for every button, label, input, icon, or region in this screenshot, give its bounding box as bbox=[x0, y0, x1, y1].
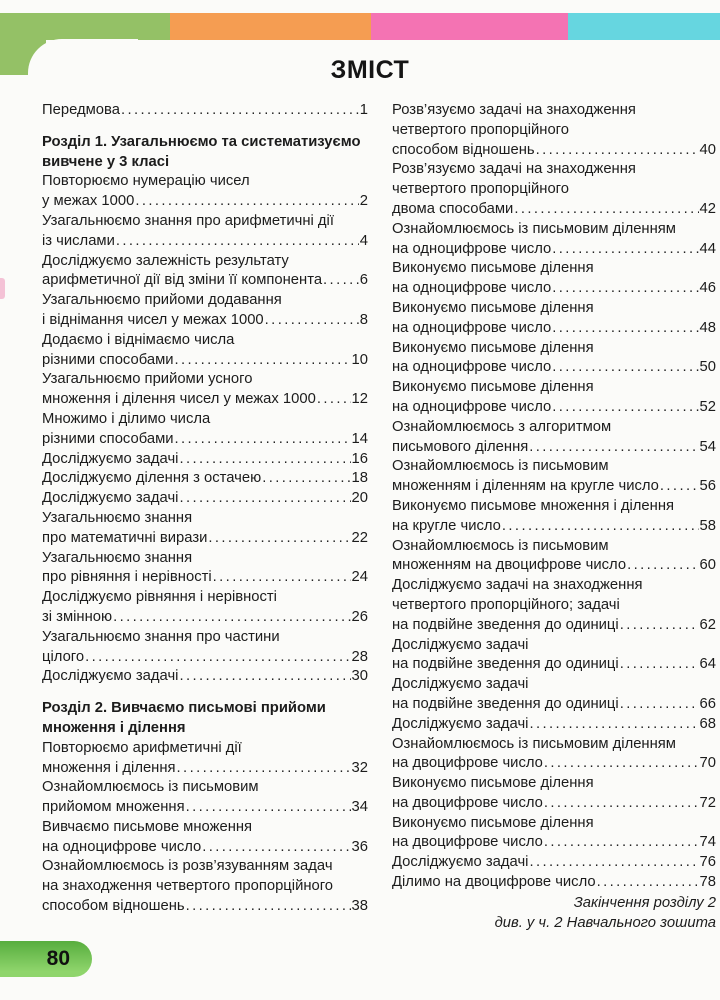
dot-leader bbox=[529, 715, 698, 735]
toc-entry-last-line bbox=[42, 450, 368, 470]
toc-entry-text: про математичні вирази bbox=[42, 529, 208, 546]
toc-entry-last-line bbox=[42, 838, 368, 858]
toc-note-line: див. у ч. 2 Навчального зошита bbox=[494, 914, 716, 931]
toc-entry-last-line bbox=[42, 608, 368, 628]
dot-leader bbox=[179, 450, 350, 470]
toc-entry-last-line bbox=[392, 556, 716, 576]
toc-page-number: 64 bbox=[699, 656, 716, 673]
dot-leader bbox=[552, 319, 698, 339]
dot-leader bbox=[660, 477, 699, 497]
dot-leader bbox=[620, 655, 699, 675]
dot-leader bbox=[544, 794, 699, 814]
toc-entry-text: на подвійне зведення до одиниці bbox=[392, 616, 619, 633]
toc-entry-last-line bbox=[392, 398, 716, 418]
toc-entry-line: Досліджуємо задачі bbox=[392, 636, 529, 653]
toc-entry-line: Узагальнюємо знання про арифметичні дії bbox=[42, 212, 334, 229]
toc-page-number: 46 bbox=[699, 280, 716, 297]
toc-entry bbox=[392, 735, 716, 775]
dot-leader bbox=[179, 667, 350, 687]
toc-entry bbox=[42, 291, 368, 331]
toc-entry bbox=[392, 715, 716, 735]
page-number-badge bbox=[0, 941, 92, 977]
toc-entry-text: на одноцифрове число bbox=[392, 280, 552, 297]
toc-column-left bbox=[42, 101, 368, 917]
dot-leader bbox=[552, 358, 698, 378]
toc-entry bbox=[392, 853, 716, 873]
toc-entry-text: Досліджуємо ділення з остачею bbox=[42, 470, 262, 487]
toc-entry bbox=[392, 160, 716, 219]
toc-entry bbox=[392, 774, 716, 814]
toc-page-number: 52 bbox=[699, 398, 716, 415]
toc-entry-last-line bbox=[392, 279, 716, 299]
toc-page-number: 48 bbox=[699, 319, 716, 336]
toc-entry-text: у межах 1000 bbox=[42, 193, 135, 210]
toc-note-line: Закінчення розділу 2 bbox=[573, 894, 716, 911]
toc-entry-last-line bbox=[42, 648, 368, 668]
toc-heading-line: множення і ділення bbox=[42, 719, 186, 736]
toc-heading-line: вивчене у 3 класі bbox=[42, 153, 170, 170]
toc-entry-last-line bbox=[42, 232, 368, 252]
toc-page-number: 6 bbox=[359, 272, 368, 289]
toc-entry-text: Досліджуємо задачі bbox=[392, 715, 529, 732]
dot-leader bbox=[627, 556, 698, 576]
toc-entry bbox=[392, 636, 716, 676]
dot-leader bbox=[175, 430, 351, 450]
toc-page-number: 54 bbox=[699, 438, 716, 455]
toc-entry-line: Розв’язуємо задачі на знаходження bbox=[392, 161, 636, 178]
toc-entry-last-line bbox=[392, 794, 716, 814]
toc-entry-last-line bbox=[42, 390, 368, 410]
dot-leader bbox=[179, 489, 350, 509]
decor-band-pink bbox=[371, 13, 568, 40]
toc-entry-line: четвертого пропорційного bbox=[392, 181, 569, 198]
dot-leader bbox=[597, 873, 699, 893]
toc-entry-text: різними способами bbox=[42, 430, 174, 447]
toc-entry-last-line bbox=[42, 897, 368, 917]
dot-leader bbox=[552, 398, 698, 418]
toc-page-number: 22 bbox=[351, 529, 368, 546]
toc-entry bbox=[42, 818, 368, 858]
toc-section-heading bbox=[42, 133, 368, 173]
toc-closing-note bbox=[392, 894, 716, 934]
dot-leader bbox=[177, 759, 351, 779]
toc-entry bbox=[392, 675, 716, 715]
toc-page-number: 28 bbox=[351, 648, 368, 665]
toc-entry bbox=[392, 378, 716, 418]
toc-entry-last-line bbox=[42, 759, 368, 779]
toc-page-number: 38 bbox=[351, 898, 368, 915]
toc-entry-last-line bbox=[42, 101, 368, 121]
toc-entry bbox=[42, 667, 368, 687]
toc-entry bbox=[42, 857, 368, 916]
toc-entry-text: на одноцифрове число bbox=[42, 838, 202, 855]
dot-leader bbox=[186, 798, 351, 818]
toc-entry-line: Узагальнюємо знання bbox=[42, 509, 193, 526]
toc-page-number: 78 bbox=[699, 874, 716, 891]
decor-page-edge-mark bbox=[0, 278, 5, 299]
toc-entry-last-line bbox=[42, 667, 368, 687]
toc-entry bbox=[42, 739, 368, 779]
toc-entry-text: на одноцифрове число bbox=[392, 240, 552, 257]
dot-leader bbox=[175, 351, 351, 371]
toc-entry-last-line bbox=[42, 351, 368, 371]
dot-leader bbox=[265, 311, 359, 331]
toc-entry-text: множення і ділення bbox=[42, 759, 176, 776]
toc-entry-text: Досліджуємо задачі bbox=[42, 668, 179, 685]
toc-entry-text: арифметичної дії від зміни її компонента bbox=[42, 272, 323, 289]
toc-entry-last-line bbox=[392, 873, 716, 893]
toc-entry-line: Вивчаємо письмове множення bbox=[42, 818, 253, 835]
dot-leader bbox=[262, 469, 350, 489]
toc-entry bbox=[392, 220, 716, 260]
toc-heading-line: Розділ 2. Вивчаємо письмові прийоми bbox=[42, 700, 326, 717]
toc-entry-last-line bbox=[392, 853, 716, 873]
toc-entry-last-line bbox=[392, 240, 716, 260]
toc-page-number: 30 bbox=[351, 668, 368, 685]
toc-entry-text: множенням і діленням на кругле число bbox=[392, 478, 659, 495]
toc-entry-last-line bbox=[42, 430, 368, 450]
toc-entry bbox=[42, 509, 368, 549]
toc-page-number: 1 bbox=[359, 102, 368, 118]
toc-entry-line: Виконуємо письмове ділення bbox=[392, 814, 594, 831]
toc-entry-line: Досліджуємо задачі на знаходження bbox=[392, 577, 643, 594]
toc-entry-last-line bbox=[392, 616, 716, 636]
toc-entry-line: четвертого пропорційного bbox=[392, 121, 569, 138]
toc-entry-line: четвертого пропорційного; задачі bbox=[392, 596, 620, 613]
toc-entry-line: Досліджуємо задачі bbox=[392, 676, 529, 693]
toc-entry bbox=[42, 450, 368, 470]
toc-entry bbox=[392, 576, 716, 635]
toc-page-number: 24 bbox=[351, 569, 368, 586]
toc-entry bbox=[42, 469, 368, 489]
toc-entry-last-line bbox=[42, 798, 368, 818]
toc-entry bbox=[392, 101, 716, 160]
toc-page-number: 42 bbox=[699, 200, 716, 217]
toc-page-number: 50 bbox=[699, 359, 716, 376]
toc-entry-line: Виконуємо письмове ділення bbox=[392, 339, 594, 356]
dot-leader bbox=[620, 616, 699, 636]
toc-entry-last-line bbox=[392, 517, 716, 537]
toc-page-number: 36 bbox=[351, 838, 368, 855]
dot-leader bbox=[135, 192, 358, 212]
toc-entry-line: на знаходження четвертого пропорційного bbox=[42, 878, 334, 895]
toc-entry-line: Досліджуємо залежність результату bbox=[42, 252, 289, 269]
toc-page-number: 26 bbox=[351, 608, 368, 625]
toc-page-number: 32 bbox=[351, 759, 368, 776]
toc-entry-last-line bbox=[392, 695, 716, 715]
toc-entry bbox=[42, 489, 368, 509]
toc-page-number: 34 bbox=[351, 799, 368, 816]
dot-leader bbox=[502, 517, 699, 537]
toc-page-number: 70 bbox=[699, 755, 716, 772]
dot-leader bbox=[552, 279, 698, 299]
toc-entry bbox=[392, 299, 716, 339]
toc-page-number: 20 bbox=[351, 490, 368, 507]
toc-entry-text: Передмова bbox=[42, 102, 120, 118]
toc-entry-text: двома способами bbox=[392, 200, 514, 217]
dot-leader bbox=[620, 695, 699, 715]
toc-entry-text: множенням на двоцифрове число bbox=[392, 557, 627, 574]
decor-band-cyan bbox=[568, 13, 720, 40]
toc-entry-last-line bbox=[392, 715, 716, 735]
toc-entry-last-line bbox=[392, 655, 716, 675]
toc-entry-line: Ознайомлюємось із письмовим діленням bbox=[392, 220, 676, 237]
toc-page-number: 8 bbox=[359, 311, 368, 328]
toc-entry-last-line bbox=[392, 200, 716, 220]
toc-entry bbox=[392, 457, 716, 497]
page-title: ЗМІСТ bbox=[330, 56, 410, 84]
toc-entry bbox=[42, 101, 368, 121]
toc-entry-line: Узагальнюємо знання про частини bbox=[42, 628, 280, 645]
toc-entry bbox=[392, 814, 716, 854]
toc-entry-line: Ознайомлюємось із письмовим bbox=[42, 779, 259, 796]
toc-entry-line: Ознайомлюємось із розв’язуванням задач bbox=[42, 858, 333, 875]
dot-leader bbox=[552, 240, 698, 260]
toc-entry-line: Ознайомлюємось із письмовим bbox=[392, 458, 609, 475]
toc-entry bbox=[42, 410, 368, 450]
dot-leader bbox=[186, 897, 351, 917]
toc-entry bbox=[42, 172, 368, 212]
toc-entry bbox=[42, 331, 368, 371]
toc-entry-text: на подвійне зведення до одиниці bbox=[392, 695, 619, 712]
toc-entry-line: Виконуємо письмове ділення bbox=[392, 775, 594, 792]
toc-page-number: 4 bbox=[359, 232, 368, 249]
toc-entry-last-line bbox=[42, 568, 368, 588]
toc-entry-last-line bbox=[392, 319, 716, 339]
toc-entry-text: на подвійне зведення до одиниці bbox=[392, 656, 619, 673]
toc-entry-text: множення і ділення чисел у межах 1000 bbox=[42, 391, 316, 408]
toc-entry-text: на двоцифрове число bbox=[392, 834, 543, 851]
toc-entry-line: Виконуємо письмове ділення bbox=[392, 299, 594, 316]
dot-leader bbox=[529, 438, 698, 458]
toc-entry-text: про рівняння і нерівності bbox=[42, 569, 212, 586]
toc-page-number: 10 bbox=[351, 351, 368, 368]
dot-leader bbox=[536, 141, 699, 161]
toc-entry-text: способом відношень bbox=[392, 141, 535, 158]
toc-entry-line: Узагальнюємо знання bbox=[42, 549, 193, 566]
toc-entry-last-line bbox=[392, 438, 716, 458]
toc-entry-text: на двоцифрове число bbox=[392, 755, 543, 772]
toc-entry-last-line bbox=[42, 311, 368, 331]
toc-entry bbox=[42, 778, 368, 818]
toc-entry-text: із числами bbox=[42, 232, 115, 249]
toc-entry-line: Виконуємо письмове ділення bbox=[392, 260, 594, 277]
toc-page-number: 14 bbox=[351, 430, 368, 447]
toc-page-number: 72 bbox=[699, 794, 716, 811]
toc-entry bbox=[392, 418, 716, 458]
toc-entry-last-line bbox=[392, 358, 716, 378]
toc-entry-text: на одноцифрове число bbox=[392, 398, 552, 415]
toc-entry-text: Ділимо на двоцифрове число bbox=[392, 874, 596, 891]
toc-entry-line: Ознайомлюємось із письмовим bbox=[392, 537, 609, 554]
toc-section-heading bbox=[42, 699, 368, 739]
toc-entry-line: Виконуємо письмове ділення bbox=[392, 379, 594, 396]
dot-leader bbox=[544, 754, 699, 774]
toc-page-number: 66 bbox=[699, 695, 716, 712]
dot-leader bbox=[208, 529, 350, 549]
toc-entry-text: Досліджуємо задачі bbox=[392, 854, 529, 871]
toc-page-number: 62 bbox=[699, 616, 716, 633]
toc-page-number: 18 bbox=[351, 470, 368, 487]
dot-leader bbox=[121, 101, 359, 121]
dot-leader bbox=[116, 232, 359, 252]
toc-entry-text: письмового ділення bbox=[392, 438, 529, 455]
toc-entry bbox=[42, 370, 368, 410]
toc-entry-line: Ознайомлюємось з алгоритмом bbox=[392, 418, 612, 435]
dot-leader bbox=[202, 838, 350, 858]
toc-entry-line: Множимо і ділимо числа bbox=[42, 410, 211, 427]
toc-entry-text: і віднімання чисел у межах 1000 bbox=[42, 311, 264, 328]
toc-page-number: 56 bbox=[699, 478, 716, 495]
toc-entry-line: Повторюємо нумерацію чисел bbox=[42, 173, 250, 190]
toc-page-number: 12 bbox=[351, 391, 368, 408]
dot-leader bbox=[317, 390, 351, 410]
dot-leader bbox=[323, 271, 359, 291]
dot-leader bbox=[85, 648, 350, 668]
toc-entry bbox=[42, 212, 368, 252]
toc-entry bbox=[42, 549, 368, 589]
toc-entry bbox=[42, 588, 368, 628]
toc-entry-last-line bbox=[392, 477, 716, 497]
toc-page-number: 68 bbox=[699, 715, 716, 732]
toc-entry-line: Узагальнюємо прийоми усного bbox=[42, 371, 253, 388]
toc-entry bbox=[392, 497, 716, 537]
toc-entry-last-line bbox=[42, 271, 368, 291]
toc-entry bbox=[392, 339, 716, 379]
dot-leader bbox=[113, 608, 350, 628]
toc-entry bbox=[392, 537, 716, 577]
toc-page-number: 16 bbox=[351, 450, 368, 467]
dot-leader bbox=[213, 568, 351, 588]
toc-entry-text: на одноцифрове число bbox=[392, 319, 552, 336]
toc-page-number: 58 bbox=[699, 517, 716, 534]
dot-leader bbox=[514, 200, 698, 220]
toc-page-number: 2 bbox=[359, 193, 368, 210]
decor-band-orange bbox=[170, 13, 371, 40]
toc-entry bbox=[392, 259, 716, 299]
toc-page-number: 60 bbox=[699, 557, 716, 574]
toc-entry-last-line bbox=[42, 469, 368, 489]
toc-entry-last-line bbox=[42, 192, 368, 212]
toc-entry-last-line bbox=[392, 754, 716, 774]
toc-page-number: 40 bbox=[699, 141, 716, 158]
toc-entry-text: Досліджуємо задачі bbox=[42, 490, 179, 507]
toc-entry-last-line bbox=[42, 489, 368, 509]
toc-entry-line: Ознайомлюємось із письмовим діленням bbox=[392, 735, 676, 752]
toc-heading-line: Розділ 1. Узагальнюємо та систематизуємо bbox=[42, 133, 361, 150]
toc-entry-line: Повторюємо арифметичні дії bbox=[42, 739, 242, 756]
toc-entry-text: різними способами bbox=[42, 351, 174, 368]
toc-entry-text: цілого bbox=[42, 648, 85, 665]
dot-leader bbox=[544, 833, 699, 853]
toc-page-number: 44 bbox=[699, 240, 716, 257]
toc-page-number: 76 bbox=[699, 854, 716, 871]
toc-entry-text: способом відношень bbox=[42, 898, 185, 915]
toc-entry-line: Розв’язуємо задачі на знаходження bbox=[392, 102, 636, 118]
page-number: 80 bbox=[46, 947, 70, 970]
toc-page-number: 74 bbox=[699, 834, 716, 851]
toc-entry bbox=[42, 628, 368, 668]
toc-entry-text: на двоцифрове число bbox=[392, 794, 543, 811]
toc-entry-text: Досліджуємо задачі bbox=[42, 450, 179, 467]
toc-entry-text: на одноцифрове число bbox=[392, 359, 552, 376]
toc-entry-line: Узагальнюємо прийоми додавання bbox=[42, 292, 282, 309]
dot-leader bbox=[529, 853, 698, 873]
toc-entry-last-line bbox=[392, 141, 716, 161]
toc-entry bbox=[42, 252, 368, 292]
toc-entry bbox=[392, 873, 716, 893]
toc-entry-last-line bbox=[42, 529, 368, 549]
toc-entry-last-line bbox=[392, 833, 716, 853]
toc-entry-text: на кругле число bbox=[392, 517, 501, 534]
toc-entry-line: Виконуємо письмове множення і ділення bbox=[392, 497, 675, 514]
toc-entry-line: Додаємо і віднімаємо числа bbox=[42, 331, 235, 348]
toc-column-right bbox=[392, 101, 716, 933]
toc-entry-line: Досліджуємо рівняння і нерівності bbox=[42, 589, 277, 606]
toc-entry-text: прийомом множення bbox=[42, 799, 185, 816]
toc-entry-text: зі змінною bbox=[42, 608, 113, 625]
